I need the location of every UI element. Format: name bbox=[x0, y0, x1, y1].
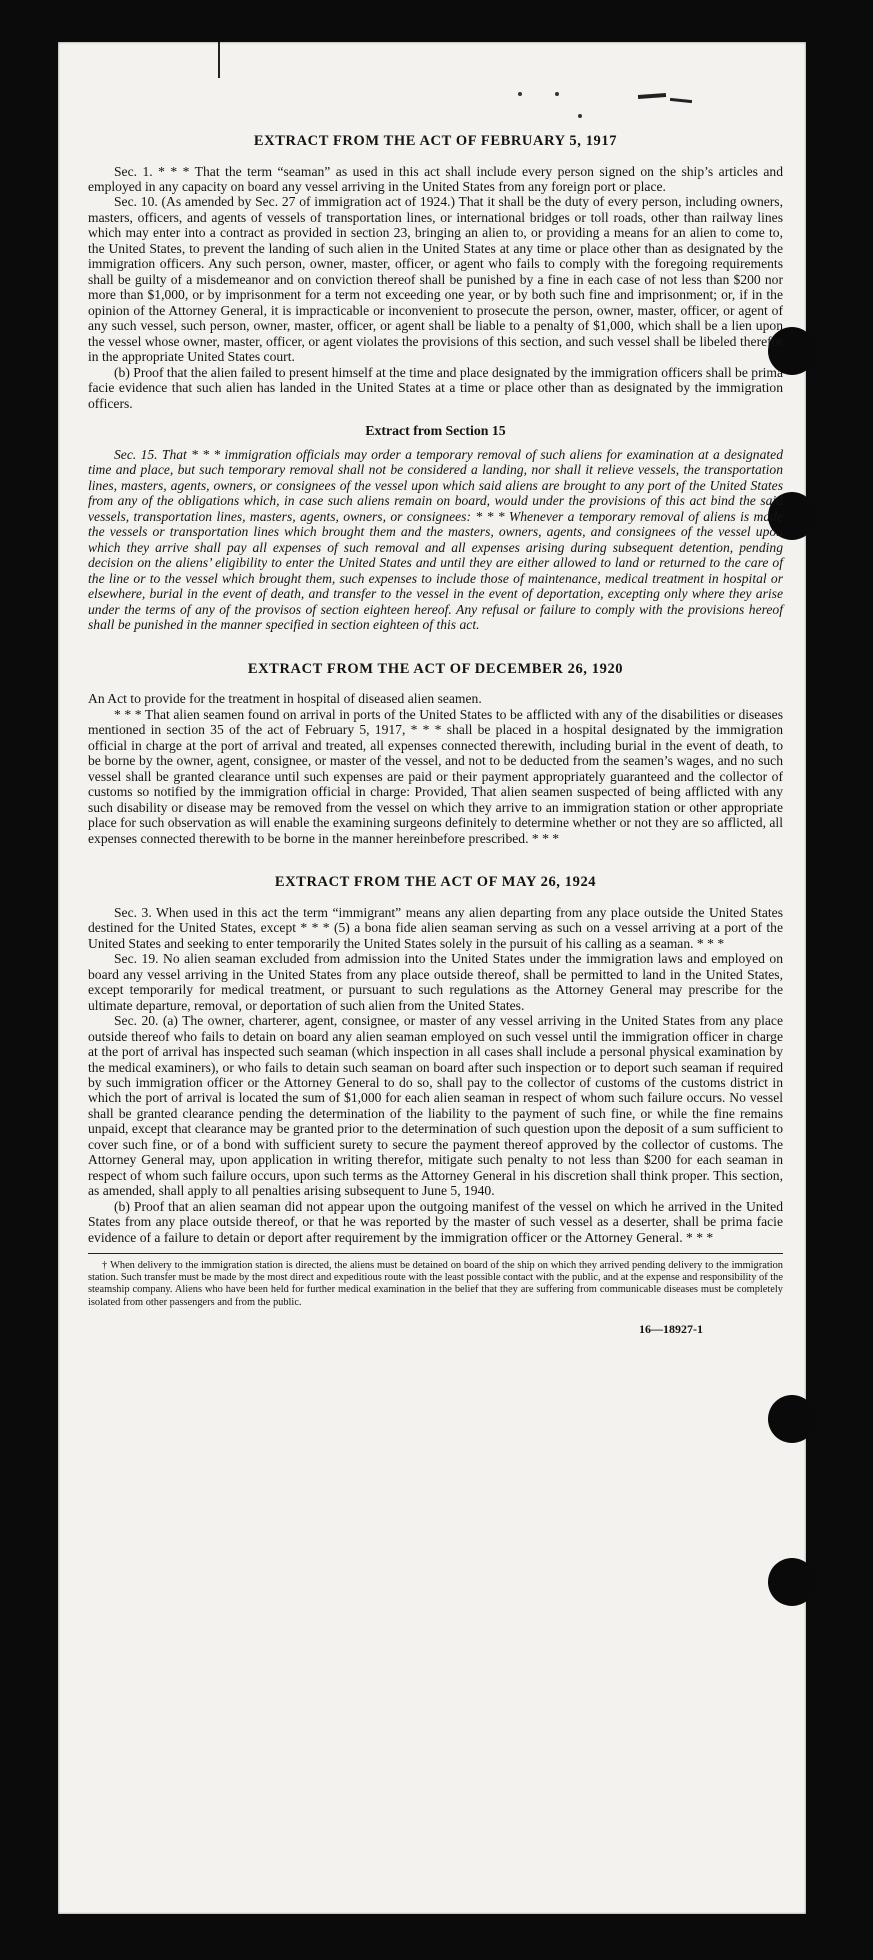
paragraph-act-title-1920: An Act to provide for the treatment in hospital of diseased alien seamen. bbox=[88, 691, 482, 707]
section-heading-1920: EXTRACT FROM THE ACT OF DECEMBER 26, 1920 bbox=[247, 660, 624, 677]
paragraph-sec-20-a: Sec. 20. (a) The owner, charterer, agent, consignee, or master of any vessel arriving in the United States from any place outside thereof who fails to detain on board any alien seaman employed on such vessel until the immigration officer in charge at the port of arrival has inspected such seaman (which inspection in all cases shall include a personal physical examination by the medical examiners), or who fails to detain such seaman on board after such inspection or to deport such seaman if required by such immigration officer or the Attorney General to do so, shall pay to the collector of customs of the customs district in which the port of arrival is located the sum of $1,000 for each alien seaman in respect of whom such failure occurs. No vessel shall be granted clearance pending the determination of the liability to the payment of such fine, or while the fine remains unpaid, except that clearance may be granted prior to the determination of such question upon the deposit of a sum sufficient to cover such fine, or of a bond with sufficient surety to secure the payment thereof approved by the collector of customs. The Attorney General may, upon application in writing therefor, mitigate such penalty to not less than $200 for each seaman in respect of whom such failure occurs, upon such terms as the Attorney General in his discretion shall think proper. This section, as amended, shall apply to all penalties arising subsequent to June 5, 1940. bbox=[88, 1013, 783, 1199]
footnote-text: † When delivery to the immigration station is directed, the aliens must be detained on board of the ship on which they arrived pending delivery to the immigration station. Such transfer must be made by the most direct and expeditious route with the least possible contact with the public, and at the expense and responsibility of the steamship company. Aliens who have been held for further medical examination in the belief that they are suffering from communicable diseases must be completely isolated from other passengers and from the public. bbox=[88, 1260, 783, 1308]
section-heading-1917: EXTRACT FROM THE ACT OF FEBRUARY 5, 1917 bbox=[253, 133, 618, 149]
paragraph-sec-3: Sec. 3. When used in this act the term “immigrant” means any alien departing from any place outside the United States destined for the United States, except * * * (5) a bona fide alien seaman serving as such on a vessel arriving at a port of the United States and seeking to enter temporarily the United States solely in the pursuit of his calling as a seaman. * * * bbox=[88, 904, 783, 951]
paragraph-sec-19: Sec. 19. No alien seaman excluded from admission into the United States under the immigration laws and employed on board any vessel arriving in the United States from any place outside thereof, shall be permitted to land in the United States, except temporarily for medical treatment, or pursuant to such regulations as the Attorney General may prescribe for the ultimate departure, removal, or deportation of such alien from the United States. bbox=[88, 951, 783, 1013]
paragraph-sec-1: Sec. 1. * * * That the term “seaman” as used in this act shall include every person signed on the ship’s articles and employed in any capacity on board any vessel arriving in the United States from any foreign port or place. bbox=[88, 163, 783, 194]
scan-mark bbox=[218, 42, 220, 78]
document-page bbox=[58, 42, 806, 1914]
paragraph-sec-15: Sec. 15. That * * * immigration officials may order a temporary removal of such aliens for examination at a designated time and place, but such temporary removal shall not be considered a landing, nor shall it relieve vessels, the transportation lines, masters, agents, owners, or consignees of the vessel upon which said aliens are brought to any port of the United States from any of the obligations which, in case such aliens remain on board, would under the provisions of this act bind the said vessels, transportation lines, masters, agents, owners, or consignees: * * * Whenever a temporary removal of aliens is made the vessels or transportation lines which brought them and the masters, owners, agents, and consignees of the vessel upon which they arrive shall pay all expenses of such removal and all expenses arising during subsequent detention, pending decision on the aliens’ eligibility to enter the United States and until they are either allowed to land or returned to the care of the line or to the vessel which brought them, such expenses to include those of maintenance, medical treatment in hospital or elsewhere, burial in the event of death, and transfer to the vessel in the event of deportation, excepting only where they arise under the terms of any of the provisos of section eighteen hereof. Any refusal or failure to comply with the provisions hereof shall be punished in the manner specified in section eighteen of this act. bbox=[88, 446, 783, 633]
paragraph-sec-10-b: (b) Proof that the alien failed to present himself at the time and place designated by the immigration officers shall be prima facie evidence that such alien has landed in the United States at a time or place other than as designated by the immigration officers. bbox=[88, 364, 783, 411]
footnote bbox=[88, 1253, 783, 1308]
form-number: 16—18927-1 bbox=[639, 1321, 703, 1336]
document-body bbox=[88, 87, 783, 1336]
section-heading-1924: EXTRACT FROM THE ACT OF MAY 26, 1924 bbox=[274, 874, 597, 891]
punch-hole bbox=[768, 1395, 816, 1443]
paragraph-sec-10: Sec. 10. (As amended by Sec. 27 of immigration act of 1924.) That it shall be the duty of every person, including owners, masters, officers, and agents of vessels of transportation lines, or international bridges or toll roads, other than railway lines which may enter into a contract as provided in section 23, bringing an alien to, or providing a means for an alien to come to, the United States, to prevent the landing of such alien in the United States at any time or place other than as designated by the immigration officers. Any such person, owner, master, officer, or agent who fails to comply with the foregoing requirements shall be guilty of a misdemeanor and on conviction thereof shall be punished by a fine in each case of not less than $200 nor more than $1,000, or by imprisonment for a term not exceeding one year, or by both such fine and imprisonment; or, if in the opinion of the Attorney General, it is impracticable or inconvenient to prosecute the person, owner, master, officer, or agent of any such vessel, such person, owner, master, officer, or agent shall be liable to a penalty of $1,000, which shall be a lien upon the vessel whose owner, master, officer, or agent violates the provisions of this section, and such vessel shall be libeled therefor in the appropriate United States court. bbox=[88, 194, 783, 365]
subheading-section-15: Extract from Section 15 bbox=[365, 423, 506, 439]
paragraph-1920-body: * * * That alien seamen found on arrival in ports of the United States to be afflicted with any of the disabilities or diseases mentioned in section 35 of the act of February 5, 1917, * * * shall be placed in a hospital designated by the immigration official in charge at the port of arrival and treated, all expenses connected therewith, including burial in the event of death, to be borne by the owner, agent, consignee, or master of the vessel, and not to be deducted from the seamen’s wages, and no such vessel shall be granted clearance until such expenses are paid or their payment appropriately guaranteed and the collector of customs so notified by the immigration official in charge: Provided, That alien seamen suspected of being afflicted with any such disability or disease may be removed from the vessel on which they arrive to an immigration station or other appropriate place for such observation as will enable the examining surgeons definitely to determine whether or not they are so afflicted, all expenses connected therewith to be borne in the manner hereinbefore prescribed. * * * bbox=[88, 706, 783, 846]
punch-hole bbox=[768, 1558, 816, 1606]
paragraph-sec-20-b: (b) Proof that an alien seaman did not appear upon the outgoing manifest of the vessel on which he arrived in the United States from any place outside thereof, or that he was reported by the master of such vessel as a deserter, shall be prima facie evidence of a failure to detain or deport after requirement by the immigration officer or the Attorney General. * * * bbox=[88, 1198, 783, 1245]
